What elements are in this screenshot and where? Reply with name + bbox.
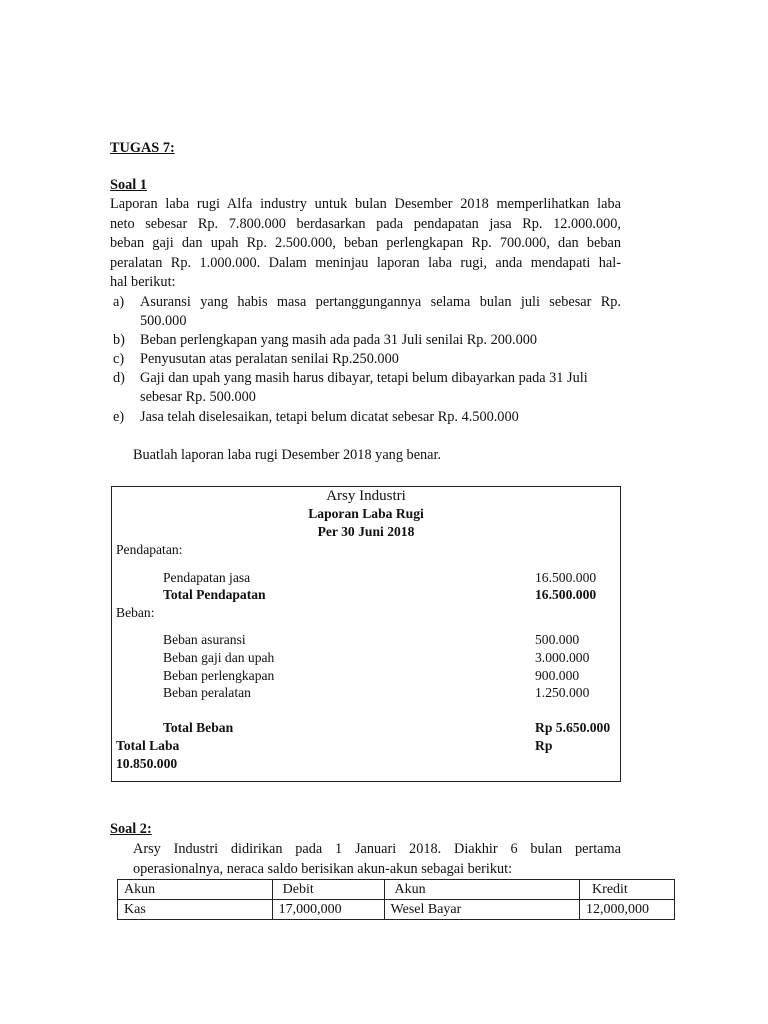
total-beban-value: Rp 5.650.000 bbox=[535, 720, 611, 735]
list-marker: a) bbox=[113, 294, 125, 310]
list-item-text: Gaji dan upah yang masih harus dibayar, tetapi belum dibayarkan pada 31 Juli bbox=[140, 370, 588, 386]
assignment-title: TUGAS 7: bbox=[110, 140, 175, 156]
soal2-heading: Soal 2: bbox=[110, 821, 152, 837]
list-marker: b) bbox=[113, 332, 125, 348]
list-marker: c) bbox=[113, 351, 125, 367]
total-laba-label: Total Laba bbox=[116, 738, 180, 753]
soal1-paragraph bbox=[110, 195, 621, 293]
total-pendapatan-value: 16.500.000 bbox=[535, 587, 597, 602]
paragraph-line: beban gaji dan upah Rp. 2.500.000, beban perlengkapan Rp. 700.000, dan beban bbox=[110, 235, 621, 251]
list-item bbox=[113, 331, 621, 350]
pendapatan-label: Pendapatan: bbox=[116, 542, 183, 557]
total-beban-label: Total Beban bbox=[163, 720, 234, 735]
table-cell: Kas bbox=[118, 900, 273, 920]
list-marker: e) bbox=[113, 409, 125, 425]
beban-label: Beban: bbox=[116, 605, 155, 620]
total-pendapatan-label: Total Pendapatan bbox=[163, 587, 266, 602]
beban-item-value: 900.000 bbox=[535, 668, 580, 683]
beban-item-label: Beban gaji dan upah bbox=[163, 650, 275, 665]
list-item-text: Beban perlengkapan yang masih ada pada 31 Juli senilai Rp. 200.000 bbox=[140, 332, 538, 348]
report-period: Per 30 Juni 2018 bbox=[317, 524, 415, 539]
table-row bbox=[118, 900, 675, 920]
table-header: Kredit bbox=[580, 880, 675, 900]
list-marker: d) bbox=[113, 370, 125, 386]
trial-balance-table bbox=[117, 879, 675, 920]
paragraph-line: Laporan laba rugi Alfa industry untuk bulan Desember 2018 memperlihatkan laba bbox=[110, 196, 621, 212]
pendapatan-jasa-label: Pendapatan jasa bbox=[163, 570, 251, 585]
table-cell: 12,000,000 bbox=[580, 900, 675, 920]
income-statement-box bbox=[111, 486, 621, 782]
table-header: Debit bbox=[272, 880, 384, 900]
paragraph-line: hal berikut: bbox=[110, 274, 176, 290]
list-item bbox=[113, 369, 621, 407]
beban-item-label: Beban peralatan bbox=[163, 685, 251, 700]
list-item-text: Jasa telah diselesaikan, tetapi belum dicatat sebesar Rp. 4.500.000 bbox=[140, 409, 519, 425]
table-header: Akun bbox=[384, 880, 580, 900]
beban-item-label: Beban perlengkapan bbox=[163, 668, 275, 683]
list-item-text: Asuransi yang habis masa pertanggungannya selama bulan juli sebesar Rp. bbox=[140, 294, 621, 310]
total-laba-value: 10.850.000 bbox=[116, 756, 178, 771]
table-header: Akun bbox=[118, 880, 273, 900]
beban-item-label: Beban asuransi bbox=[163, 632, 246, 647]
list-item bbox=[113, 350, 621, 369]
report-title: Laporan Laba Rugi bbox=[308, 506, 424, 521]
list-item bbox=[113, 293, 621, 331]
total-laba-currency: Rp bbox=[535, 738, 553, 753]
beban-item-value: 500.000 bbox=[535, 632, 580, 647]
soal2-paragraph bbox=[133, 840, 621, 879]
pendapatan-jasa-value: 16.500.000 bbox=[535, 570, 597, 585]
list-item-text: Penyusutan atas peralatan senilai Rp.250.000 bbox=[140, 351, 399, 367]
paragraph-line: peralatan Rp. 1.000.000. Dalam meninjau laporan laba rugi, anda mendapati hal- bbox=[110, 254, 621, 271]
list-item-text: sebesar Rp. 500.000 bbox=[140, 389, 256, 405]
beban-item-value: 3.000.000 bbox=[535, 650, 590, 665]
soal1-heading: Soal 1 bbox=[110, 177, 147, 193]
paragraph-line: neto sebesar Rp. 7.800.000 berdasarkan pada pendapatan jasa Rp. 12.000.000, bbox=[110, 215, 621, 232]
soal1-instruction: Buatlah laporan laba rugi Desember 2018 yang benar. bbox=[133, 447, 442, 463]
report-company: Arsy Industri bbox=[326, 488, 406, 504]
list-item-text: 500.000 bbox=[140, 313, 187, 329]
table-header-row bbox=[118, 880, 675, 900]
list-item bbox=[113, 408, 621, 427]
table-cell: Wesel Bayar bbox=[384, 900, 580, 920]
paragraph-line: Arsy Industri didirikan pada 1 Januari 2018. Diakhir 6 bulan pertama bbox=[133, 841, 621, 857]
paragraph-line: operasionalnya, neraca saldo berisikan akun-akun sebagai berikut: bbox=[133, 860, 513, 877]
beban-item-value: 1.250.000 bbox=[535, 685, 590, 700]
table-cell: 17,000,000 bbox=[272, 900, 384, 920]
